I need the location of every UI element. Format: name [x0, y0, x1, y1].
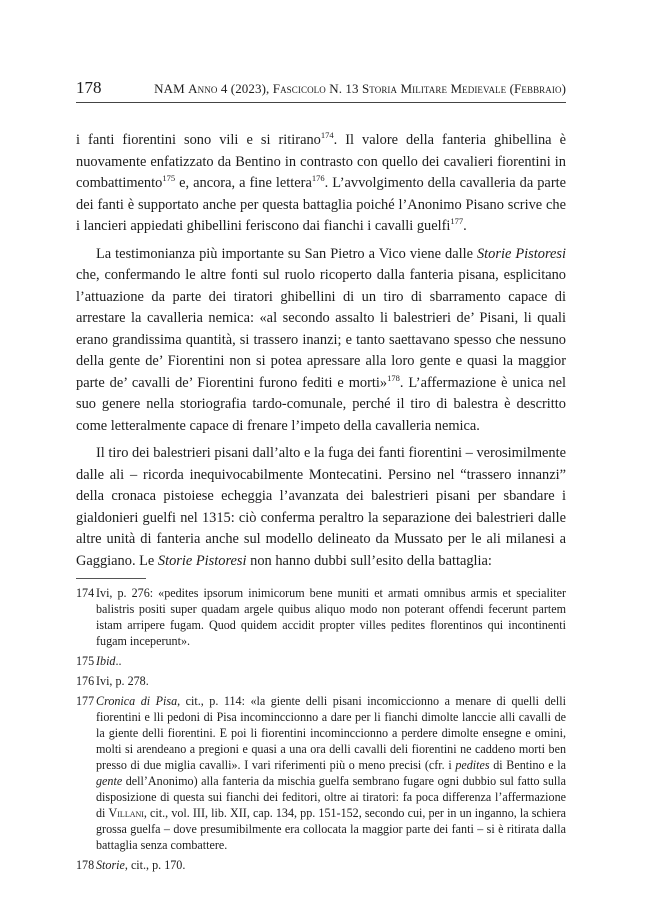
text-run: . L’affermazione è unica nel suo genere nella storiografia tardo-comunale, perché il tiro di balestra è descritto come letteralmente capace di frenare l’impeto della cavalleria nemica.: [76, 374, 566, 434]
text-run: , cit., p. 114: «la giente delli pisani incomiccionno a menare di quelli delli fiorentini e lli pedoni di Pisa incominccionno a dare per li fianchi dimolte lanccie alli cavalli de la giente delli fiorentini. E poi li fiorentini incominccionno a perdere dimolte ensegne e omini, molti si arendeano a pregioni e quasi a una ora delli cavalli deli fiorentini ne caddeno morti ben presso di due miglia cavalli». I vari riferimenti più o meno precisi (cfr. i: [96, 694, 566, 772]
paragraph-3: [76, 443, 566, 572]
footnote-number: 177: [76, 694, 95, 708]
footnote-number: 176: [76, 674, 95, 688]
running-header: [76, 78, 566, 98]
text-run: dell’Anonimo) alla fanteria da mischia guelfa sembrano fugare ogni dubbio sul fatto sulla disposizione di questa sui fianchi dei feditori, oltre ai tiratori: fa poca differenza l’affermazione di: [96, 774, 566, 820]
footnote-176: [76, 673, 566, 689]
text-run: , cit., p. 170.: [124, 858, 186, 872]
italic-term: gente: [96, 774, 123, 788]
footnote-177: [76, 693, 566, 853]
footnote-175: [76, 653, 566, 669]
italic-title: Storie Pistoresi: [157, 552, 247, 569]
text-run: i fanti fiorentini sono vili e si ritirano: [76, 132, 321, 148]
footnote-text: [96, 693, 566, 853]
footnote-ref[interactable]: 178: [387, 372, 400, 383]
footnote-text: [96, 857, 566, 873]
footnote-text: [96, 653, 566, 669]
text-run: e, ancora, a fine lettera: [175, 175, 312, 191]
page-number: 178: [76, 78, 102, 97]
footnote-number: 174: [76, 586, 95, 600]
footnote-174: [76, 585, 566, 649]
text-run: che, confermando le altre fonti sul ruolo ricoperto dalla fanteria pisana, esplicitano l’attuazione da parte dei tiratori ghibellini di un tiro di sbarramento capace di arrestare la cavalleria nemica: «al secondo assalto li balestrieri de’ Pisani, li quali erano grandissima quantità, si trassero inanzi; e tanto saettavano spesso che nessuno della gente de’ Fiorentini non si potea apressare alla loro gente e quasi la maggior parte de’ cavalli de’ Fiorentini furono fediti e morti»: [76, 267, 566, 391]
footnote-ref[interactable]: 176: [311, 173, 325, 184]
text-run: , cit., vol. III, lib. XII, cap. 134, pp. 151-152, secondo cui, per in un inganno, la schiera grossa guelfa – dove presumibilmente era collocata la maggior parte dei fanti – si è ritirata dalla battaglia senza combattere.: [96, 806, 566, 852]
footnote-rule: [76, 578, 146, 579]
header-rule: [76, 102, 566, 103]
text-run: ..: [115, 654, 122, 668]
text-run: .: [463, 218, 467, 234]
anno-value: 4 (2023),: [217, 81, 273, 96]
italic-title: Storie Pistoresi: [476, 245, 566, 262]
italic-ref: Ibid: [96, 654, 116, 668]
paragraph-2: [76, 244, 566, 438]
footnote-number: 175: [76, 654, 95, 668]
running-head: [154, 81, 566, 97]
footnote-ref[interactable]: 174: [320, 130, 334, 141]
anno-label: Anno: [188, 81, 218, 96]
paragraph-1: [76, 130, 566, 238]
text-run: Il tiro dei balestrieri pisani dall’alto e la fuga dei fanti fiorentini – verosimilmente dalle ali – ricorda inequivocabilmente Montecatini. Persino nel “trassero innanzi” della cronaca pistoiese echeggia l’avanzata dei balestrieri pisani per sbandare i gialdonieri guelfi nel 1315: ciò conferma peraltro la separazione dei balestrieri dalle altre unità di fanteria anche sul modello delineato da Mussato per le ali milanesi a Gaggiano. Le: [76, 445, 566, 569]
footnote-text: Ivi, p. 276: «pedites ipsorum inimicorum bene muniti et armati omnibus armis et specialiter balistris positi super quadam argele quibus aliquo modo non poterant offendi fecerunt partem istam arripere fugam. Quod quidem accidit propter villes pedites florentinos qui incontinenti fugam inceperunt».: [96, 586, 566, 648]
text-run: di Bentino e la: [489, 758, 566, 772]
section-title: Storia Militare Medievale: [361, 81, 507, 96]
footnote-text: Ivi, p. 278.: [96, 674, 149, 688]
fascicolo-value: N. 13: [325, 81, 362, 96]
text-run: non hanno dubbi sull’esito della battaglia:: [246, 552, 492, 569]
author-name: Villani: [108, 806, 144, 820]
issue-month: (Febbraio): [509, 81, 566, 96]
footnotes: [76, 585, 566, 877]
italic-term: pedites: [455, 758, 490, 772]
footnote-178: [76, 857, 566, 873]
text-run: . L’avvolgimento della cavalleria da parte dei fanti è supportato anche per questa battaglia poiché l’Anonimo Pisano scrive che i lancieri appiedati ghibellini feriscono dai fianchi i cavalli guelfi: [76, 175, 566, 234]
footnote-number: 178: [76, 858, 95, 872]
footnote-ref[interactable]: 175: [162, 173, 176, 184]
body-text: [76, 130, 566, 578]
italic-title: Storie: [96, 858, 125, 872]
italic-title: Cronica di Pisa: [96, 694, 178, 708]
footnote-ref[interactable]: 177: [450, 216, 464, 227]
fascicolo-label: Fascicolo: [272, 81, 326, 96]
text-run: . Il valore della fanteria ghibellina è nuovamente enfatizzato da Bentino in contrasto con quello dei cavalieri fiorentini in combattimento: [76, 132, 566, 191]
journal-name: NAM: [154, 81, 185, 96]
text-run: La testimonianza più importante su San Pietro a Vico viene dalle: [96, 245, 477, 262]
